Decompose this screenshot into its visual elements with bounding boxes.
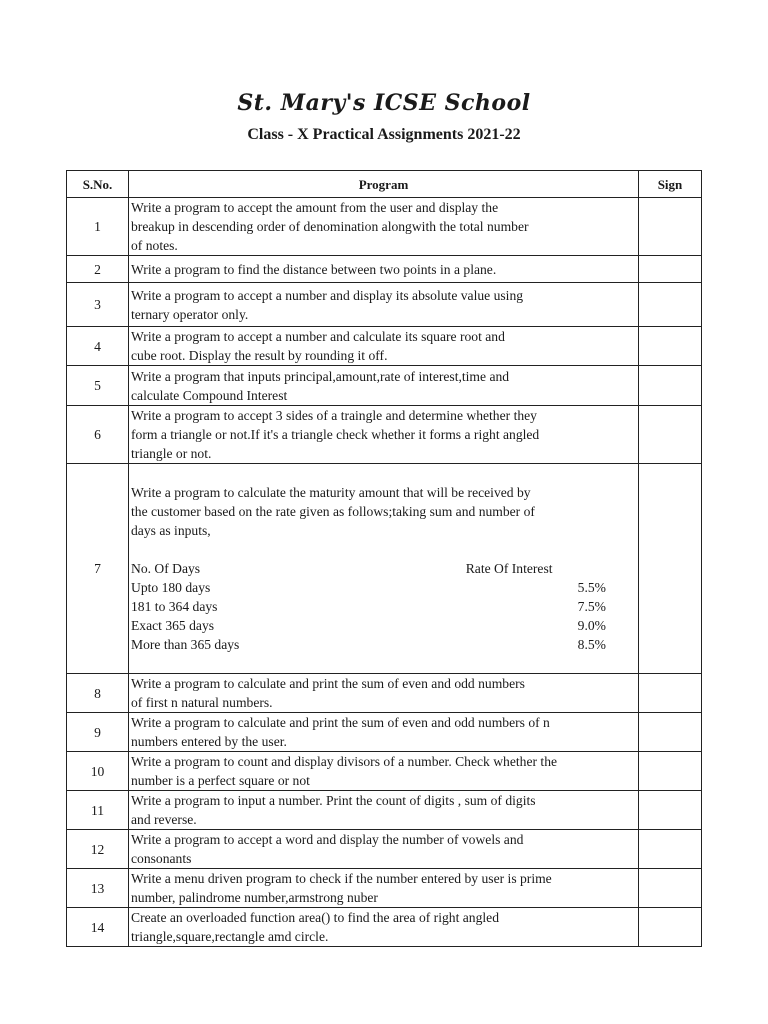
row-program: Write a program to find the distance between two points in a plane. <box>129 256 639 283</box>
row-sno: 9 <box>67 713 129 752</box>
table-header-row <box>67 171 702 198</box>
table-row <box>67 406 702 464</box>
rate-days: More than 365 days <box>131 637 240 652</box>
row-sno: 14 <box>67 908 129 947</box>
row-sign <box>639 830 702 869</box>
row-program: Write a program to input a number. Print the count of digits , sum of digits and reverse. <box>129 791 639 830</box>
row-sno: 11 <box>67 791 129 830</box>
header-sno: S.No. <box>67 171 129 198</box>
table-row <box>67 256 702 283</box>
rate-row <box>131 597 638 616</box>
row-sno: 7 <box>67 464 129 674</box>
row-sign <box>639 674 702 713</box>
row-sign <box>639 366 702 406</box>
rate-row <box>131 578 638 597</box>
row-sno: 13 <box>67 869 129 908</box>
row-program: Write a program to count and display divisors of a number. Check whether the number is a perfect square or not <box>129 752 639 791</box>
row-sno: 4 <box>67 327 129 366</box>
row-program: Write a program to accept a number and calculate its square root and cube root. Display the result by rounding it off. <box>129 327 639 366</box>
rate-row <box>131 616 638 635</box>
row-sign <box>639 256 702 283</box>
table-row <box>67 791 702 830</box>
table-row <box>67 464 702 674</box>
row-program: Write a program to accept 3 sides of a traingle and determine whether they form a triangle or not.If it's a triangle check whether it forms a right angled triangle or not. <box>129 406 639 464</box>
row-program-with-rates <box>129 464 639 674</box>
row-program: Write a program to calculate and print the sum of even and odd numbers of first n natural numbers. <box>129 674 639 713</box>
rate-table-header <box>131 559 638 578</box>
row-sign <box>639 198 702 256</box>
row-sign <box>639 406 702 464</box>
row-sign <box>639 908 702 947</box>
row-sign <box>639 752 702 791</box>
header-program: Program <box>129 171 639 198</box>
table-row <box>67 327 702 366</box>
row-program: Create an overloaded function area() to find the area of right angled triangle,square,rectangle amd circle. <box>129 908 639 947</box>
table-row <box>67 198 702 256</box>
row-sign <box>639 713 702 752</box>
table-row <box>67 752 702 791</box>
row-sno: 10 <box>67 752 129 791</box>
rate-value: 7.5% <box>577 599 606 614</box>
row-program: Write a program to accept the amount from the user and display the breakup in descending order of denomination alongwith the total number of notes. <box>129 198 639 256</box>
row-sno: 3 <box>67 283 129 327</box>
row-program: Write a menu driven program to check if the number entered by user is prime number, palindrome number,armstrong nuber <box>129 869 639 908</box>
table-row <box>67 869 702 908</box>
row-program: Write a program to accept a word and display the number of vowels and consonants <box>129 830 639 869</box>
table-row <box>67 366 702 406</box>
table-row <box>67 674 702 713</box>
row-sign <box>639 283 702 327</box>
row-sign <box>639 791 702 830</box>
rate-days: 181 to 364 days <box>131 599 218 614</box>
table-row <box>67 283 702 327</box>
row-sno: 1 <box>67 198 129 256</box>
row-sno: 8 <box>67 674 129 713</box>
rate-value: 5.5% <box>577 580 606 595</box>
row-sno: 12 <box>67 830 129 869</box>
row-program: Write a program to calculate the maturity amount that will be received by the customer based on the rate given as follows;taking sum and number of days as inputs, <box>131 485 535 538</box>
row-sign <box>639 464 702 674</box>
rate-days: Upto 180 days <box>131 580 211 595</box>
rate-value: 9.0% <box>577 618 606 633</box>
row-sno: 6 <box>67 406 129 464</box>
rate-header-rate: Rate Of Interest <box>465 561 553 576</box>
row-program: Write a program to accept a number and display its absolute value using ternary operator only. <box>129 283 639 327</box>
rate-header-days: No. Of Days <box>131 561 201 576</box>
rate-days: Exact 365 days <box>131 618 215 633</box>
row-sno: 5 <box>67 366 129 406</box>
interest-rate-table <box>131 559 638 654</box>
table-row <box>67 908 702 947</box>
row-sno: 2 <box>67 256 129 283</box>
page-subtitle: Class - X Practical Assignments 2021-22 <box>247 126 521 143</box>
row-sign <box>639 327 702 366</box>
row-program: Write a program to calculate and print the sum of even and odd numbers of n numbers entered by the user. <box>129 713 639 752</box>
table-row <box>67 830 702 869</box>
school-name: St. Mary's ICSE School <box>237 90 531 116</box>
rate-value: 8.5% <box>577 637 606 652</box>
header-sign: Sign <box>639 171 702 198</box>
table-row <box>67 713 702 752</box>
rate-row <box>131 635 638 654</box>
assignments-table <box>66 170 702 947</box>
row-program: Write a program that inputs principal,amount,rate of interest,time and calculate Compound Interest <box>129 366 639 406</box>
row-sign <box>639 869 702 908</box>
